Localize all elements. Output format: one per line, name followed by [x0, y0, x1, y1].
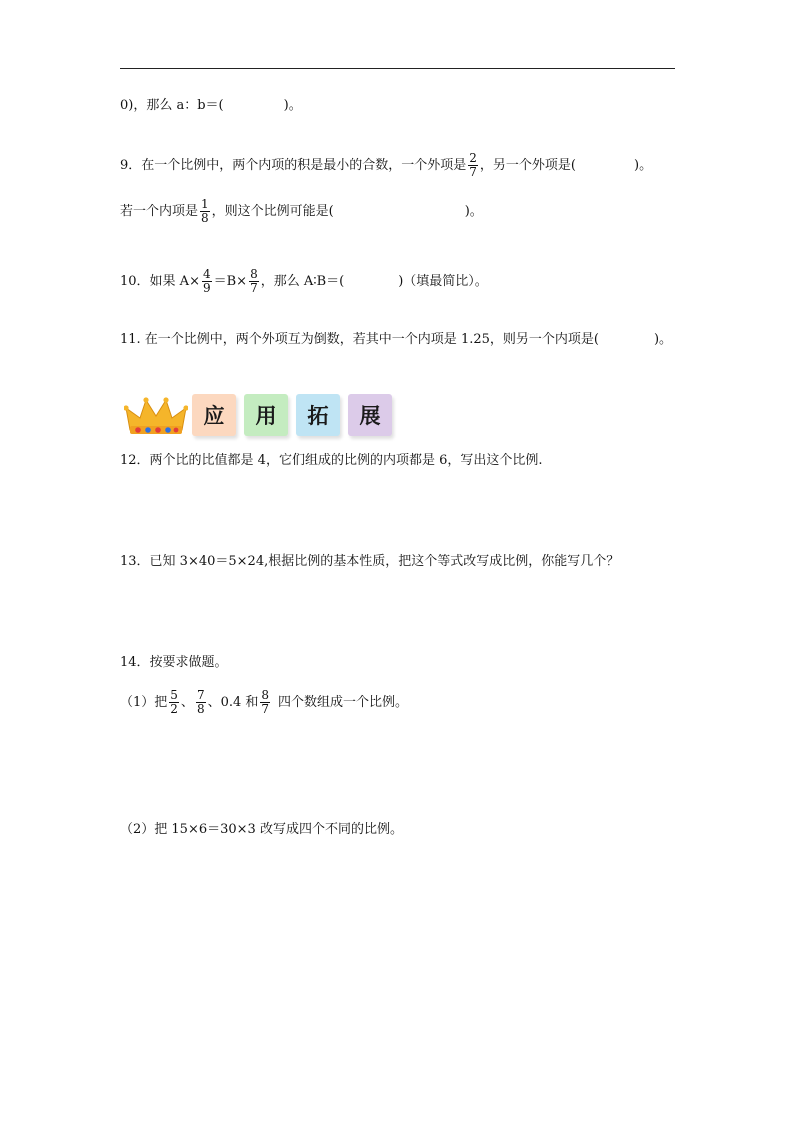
fraction: $\frac{1}{8}$ — [201, 197, 209, 225]
banner-tile: 展 — [348, 394, 392, 436]
question-14-part-1: （1）把 $\frac{5}{2}$ 、 $\frac{7}{8}$ 、0.4 和 $\frac{8}{7}$ 四个数组成一个比例。 — [120, 688, 409, 716]
crown-icon — [124, 396, 188, 436]
question-14-title: 14．按要求做题。 — [120, 655, 228, 670]
fraction: $\frac{8}{7}$ — [250, 267, 258, 295]
question-13: 13．已知 3×40＝5×24,根据比例的基本性质，把这个等式改写成比例，你能写几个？ — [120, 554, 620, 569]
question-10: 10．如果 A× $\frac{4}{9}$ ＝B× $\frac{8}{7}$ ，那么 A∶B＝( )（填最简比）。 — [120, 267, 488, 295]
fraction: $\frac{5}{2}$ — [170, 688, 178, 716]
question-8-tail: 0)，那么 a：b＝( )。 — [120, 98, 302, 113]
header-rule — [120, 68, 675, 69]
banner-tile: 应 — [192, 394, 236, 436]
banner-tile: 拓 — [296, 394, 340, 436]
fraction: $\frac{8}{7}$ — [261, 688, 270, 716]
question-9-line-1: 9．在一个比例中，两个内项的积是最小的合数，一个外项是 $\frac{2}{7}$ ，另一个外项是( )。 — [120, 151, 653, 179]
question-9-line-2: 若一个内项是 $\frac{1}{8}$ ，则这个比例可能是( )。 — [120, 197, 483, 225]
question-11: 11. 在一个比例中，两个外项互为倒数，若其中一个内项是 1.25，则另一个内项是( )。 — [120, 332, 673, 347]
fraction: $\frac{2}{7}$ — [469, 151, 477, 179]
fraction: $\frac{7}{8}$ — [196, 688, 205, 716]
section-banner — [124, 392, 404, 442]
fraction: $\frac{4}{9}$ — [202, 267, 211, 295]
question-14-part-2: （2）把 15×6＝30×3 改写成四个不同的比例。 — [120, 822, 403, 837]
question-12: 12．两个比的比值都是 4，它们组成的比例的内项都是 6，写出这个比例. — [120, 453, 543, 468]
banner-tile: 用 — [244, 394, 288, 436]
